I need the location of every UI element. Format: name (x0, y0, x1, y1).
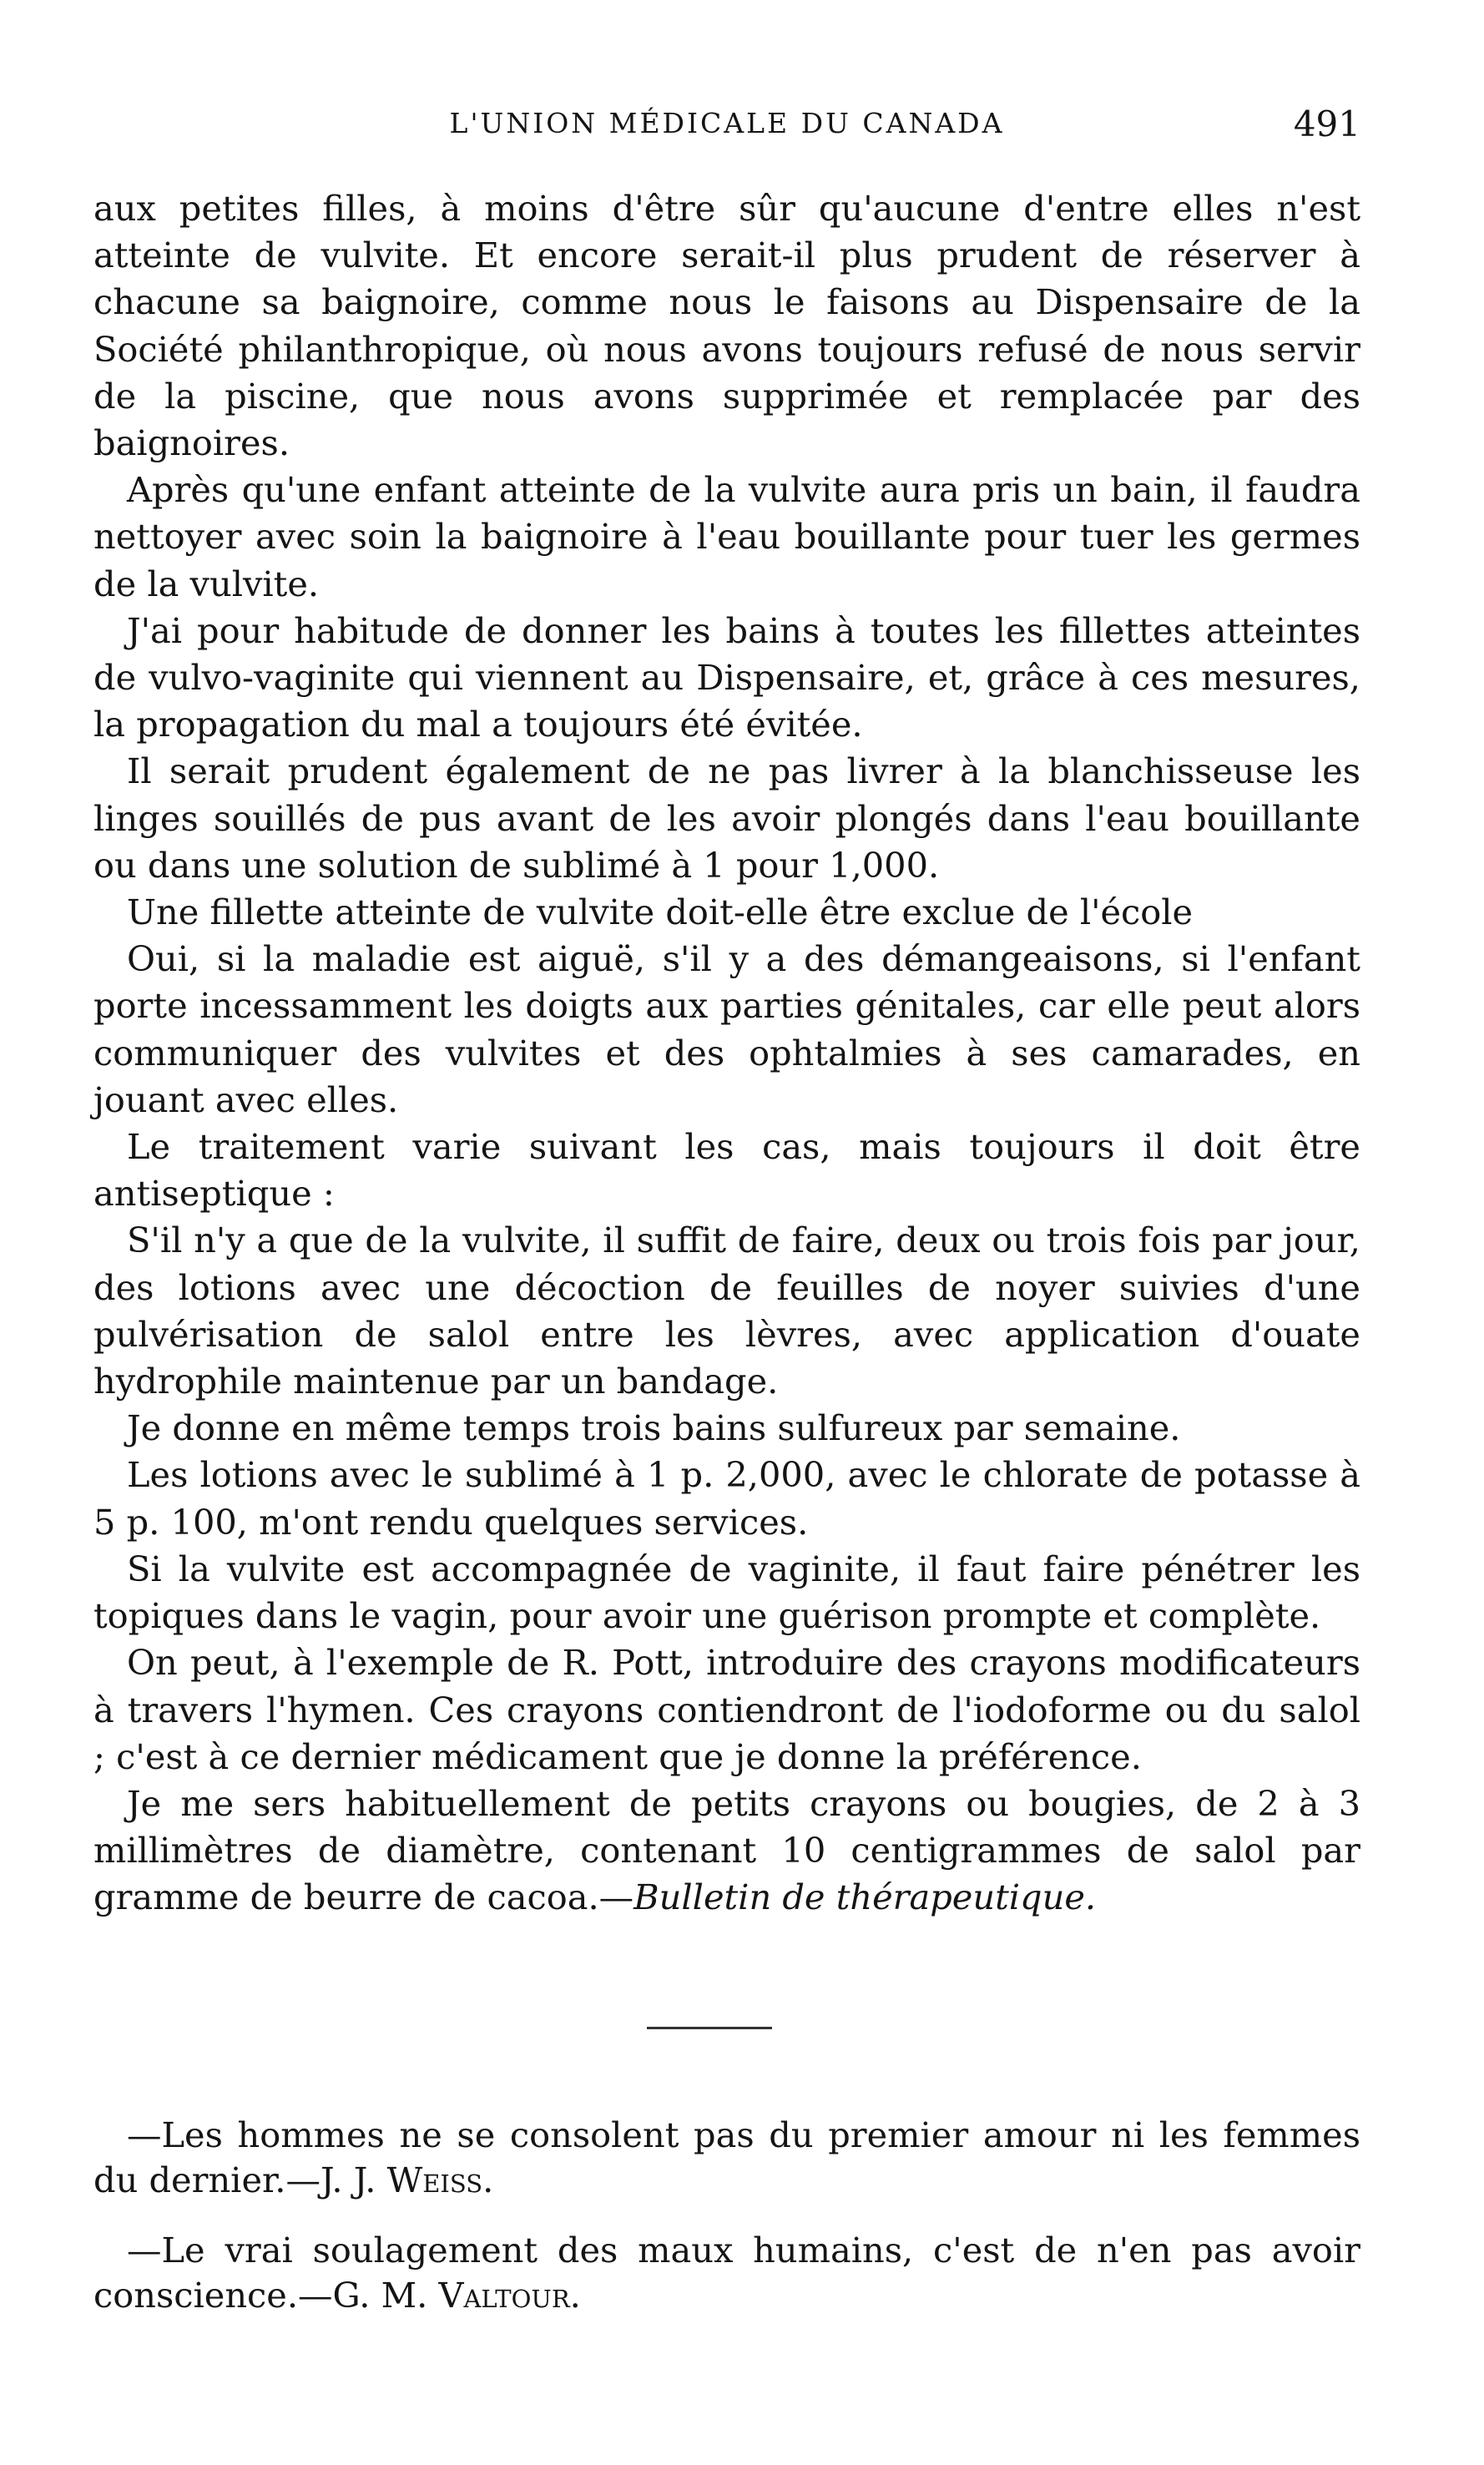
paragraph: Je donne en même temps trois bains sulfureux par semaine. (127, 1407, 1181, 1449)
paragraph: aux petites filles, à moins d'être sûr qu'aucune d'entre elles n'est atteinte de vulvite. Et encore serait-il plus prudent de réserver à chacune sa baignoire, comme nous le faisons au Dispensaire de la Société philanthropique, où nous avons toujours refusé de nous servir de la piscine, que nous avons supprimée et remplacée par des baignoires. (93, 188, 1360, 464)
source-citation: Bulletin de thérapeutique. (633, 1877, 1097, 1918)
paragraph-final-text: Je me sers habituellement de petits crayons ou bougies, de 2 à 3 millimètres de diamètre, contenant 10 centigrammes de salol par gramme de beurre de cacoa.— (93, 1782, 1360, 1918)
quote-text: —Le vrai soulagement des maux humains, c'est de n'en pas avoir conscience.—G. M. (93, 2230, 1360, 2316)
section-divider (647, 2027, 772, 2029)
paragraph-final (93, 1781, 1360, 1922)
quotes-section (93, 2113, 1360, 2343)
paragraph: S'il n'y a que de la vulvite, il suffit de faire, deux ou trois fois par jour, des lotions avec une décoction de feuilles de noyer suivies d'une pulvérisation de salol entre les lèvres, avec application d'ouate hydrophile maintenue par un bandage. (93, 1220, 1360, 1402)
paragraph: Après qu'une enfant atteinte de la vulvite aura pris un bain, il faudra nettoyer avec soin la baignoire à l'eau bouillante pour tuer les germes de la vulvite. (93, 469, 1360, 604)
quote-valtour (93, 2228, 1360, 2318)
paragraph: J'ai pour habitude de donner les bains à toutes les fillettes atteintes de vulvo-vaginite qui viennent au Dispensaire, et, grâce à ces mesures, la propagation du mal a toujours été évitée. (93, 609, 1360, 745)
paragraph: Il serait prudent également de ne pas livrer à la blanchisseuse les linges souillés de pus avant de les avoir plongés dans l'eau bouillante ou dans une solution de sublimé à 1 pour 1,000. (93, 750, 1360, 886)
quote-author: Weiss. (386, 2159, 494, 2200)
paragraph-question: Une fillette atteinte de vulvite doit-elle être exclue de l'école (127, 892, 1194, 933)
paragraph: On peut, à l'exemple de R. Pott, introduire des crayons modificateurs à travers l'hymen. Ces crayons contiendront de l'iodoforme ou du salol ; c'est à ce dernier médicament que je donne la préférence. (93, 1642, 1360, 1777)
quote-author: Valtour. (438, 2275, 581, 2316)
quote-weiss (93, 2113, 1360, 2203)
paragraph: Le traitement varie suivant les cas, mais toujours il doit être antiseptique : (93, 1126, 1360, 1215)
quote-text: —Les hommes ne se consolent pas du premier amour ni les femmes du dernier.—J. J. (93, 2114, 1360, 2200)
running-title: L'UNION MÉDICALE DU CANADA (449, 107, 1005, 139)
paragraph: Si la vulvite est accompagnée de vaginite, il faut faire pénétrer les topiques dans le vagin, pour avoir une guérison prompte et complète. (93, 1548, 1360, 1637)
paragraph: Oui, si la maladie est aiguë, s'il y a des démangeaisons, si l'enfant porte incessamment les doigts aux parties génitales, car elle peut alors communiquer des vulvites et des ophtalmies à ses camarades, en jouant avec elles. (93, 938, 1360, 1120)
article-body (93, 185, 1360, 1922)
page-header (93, 104, 1360, 157)
page-number: 491 (1293, 104, 1360, 144)
paragraph: Les lotions avec le sublimé à 1 p. 2,000, avec le chlorate de potasse à 5 p. 100, m'ont rendu quelques services. (93, 1454, 1360, 1543)
